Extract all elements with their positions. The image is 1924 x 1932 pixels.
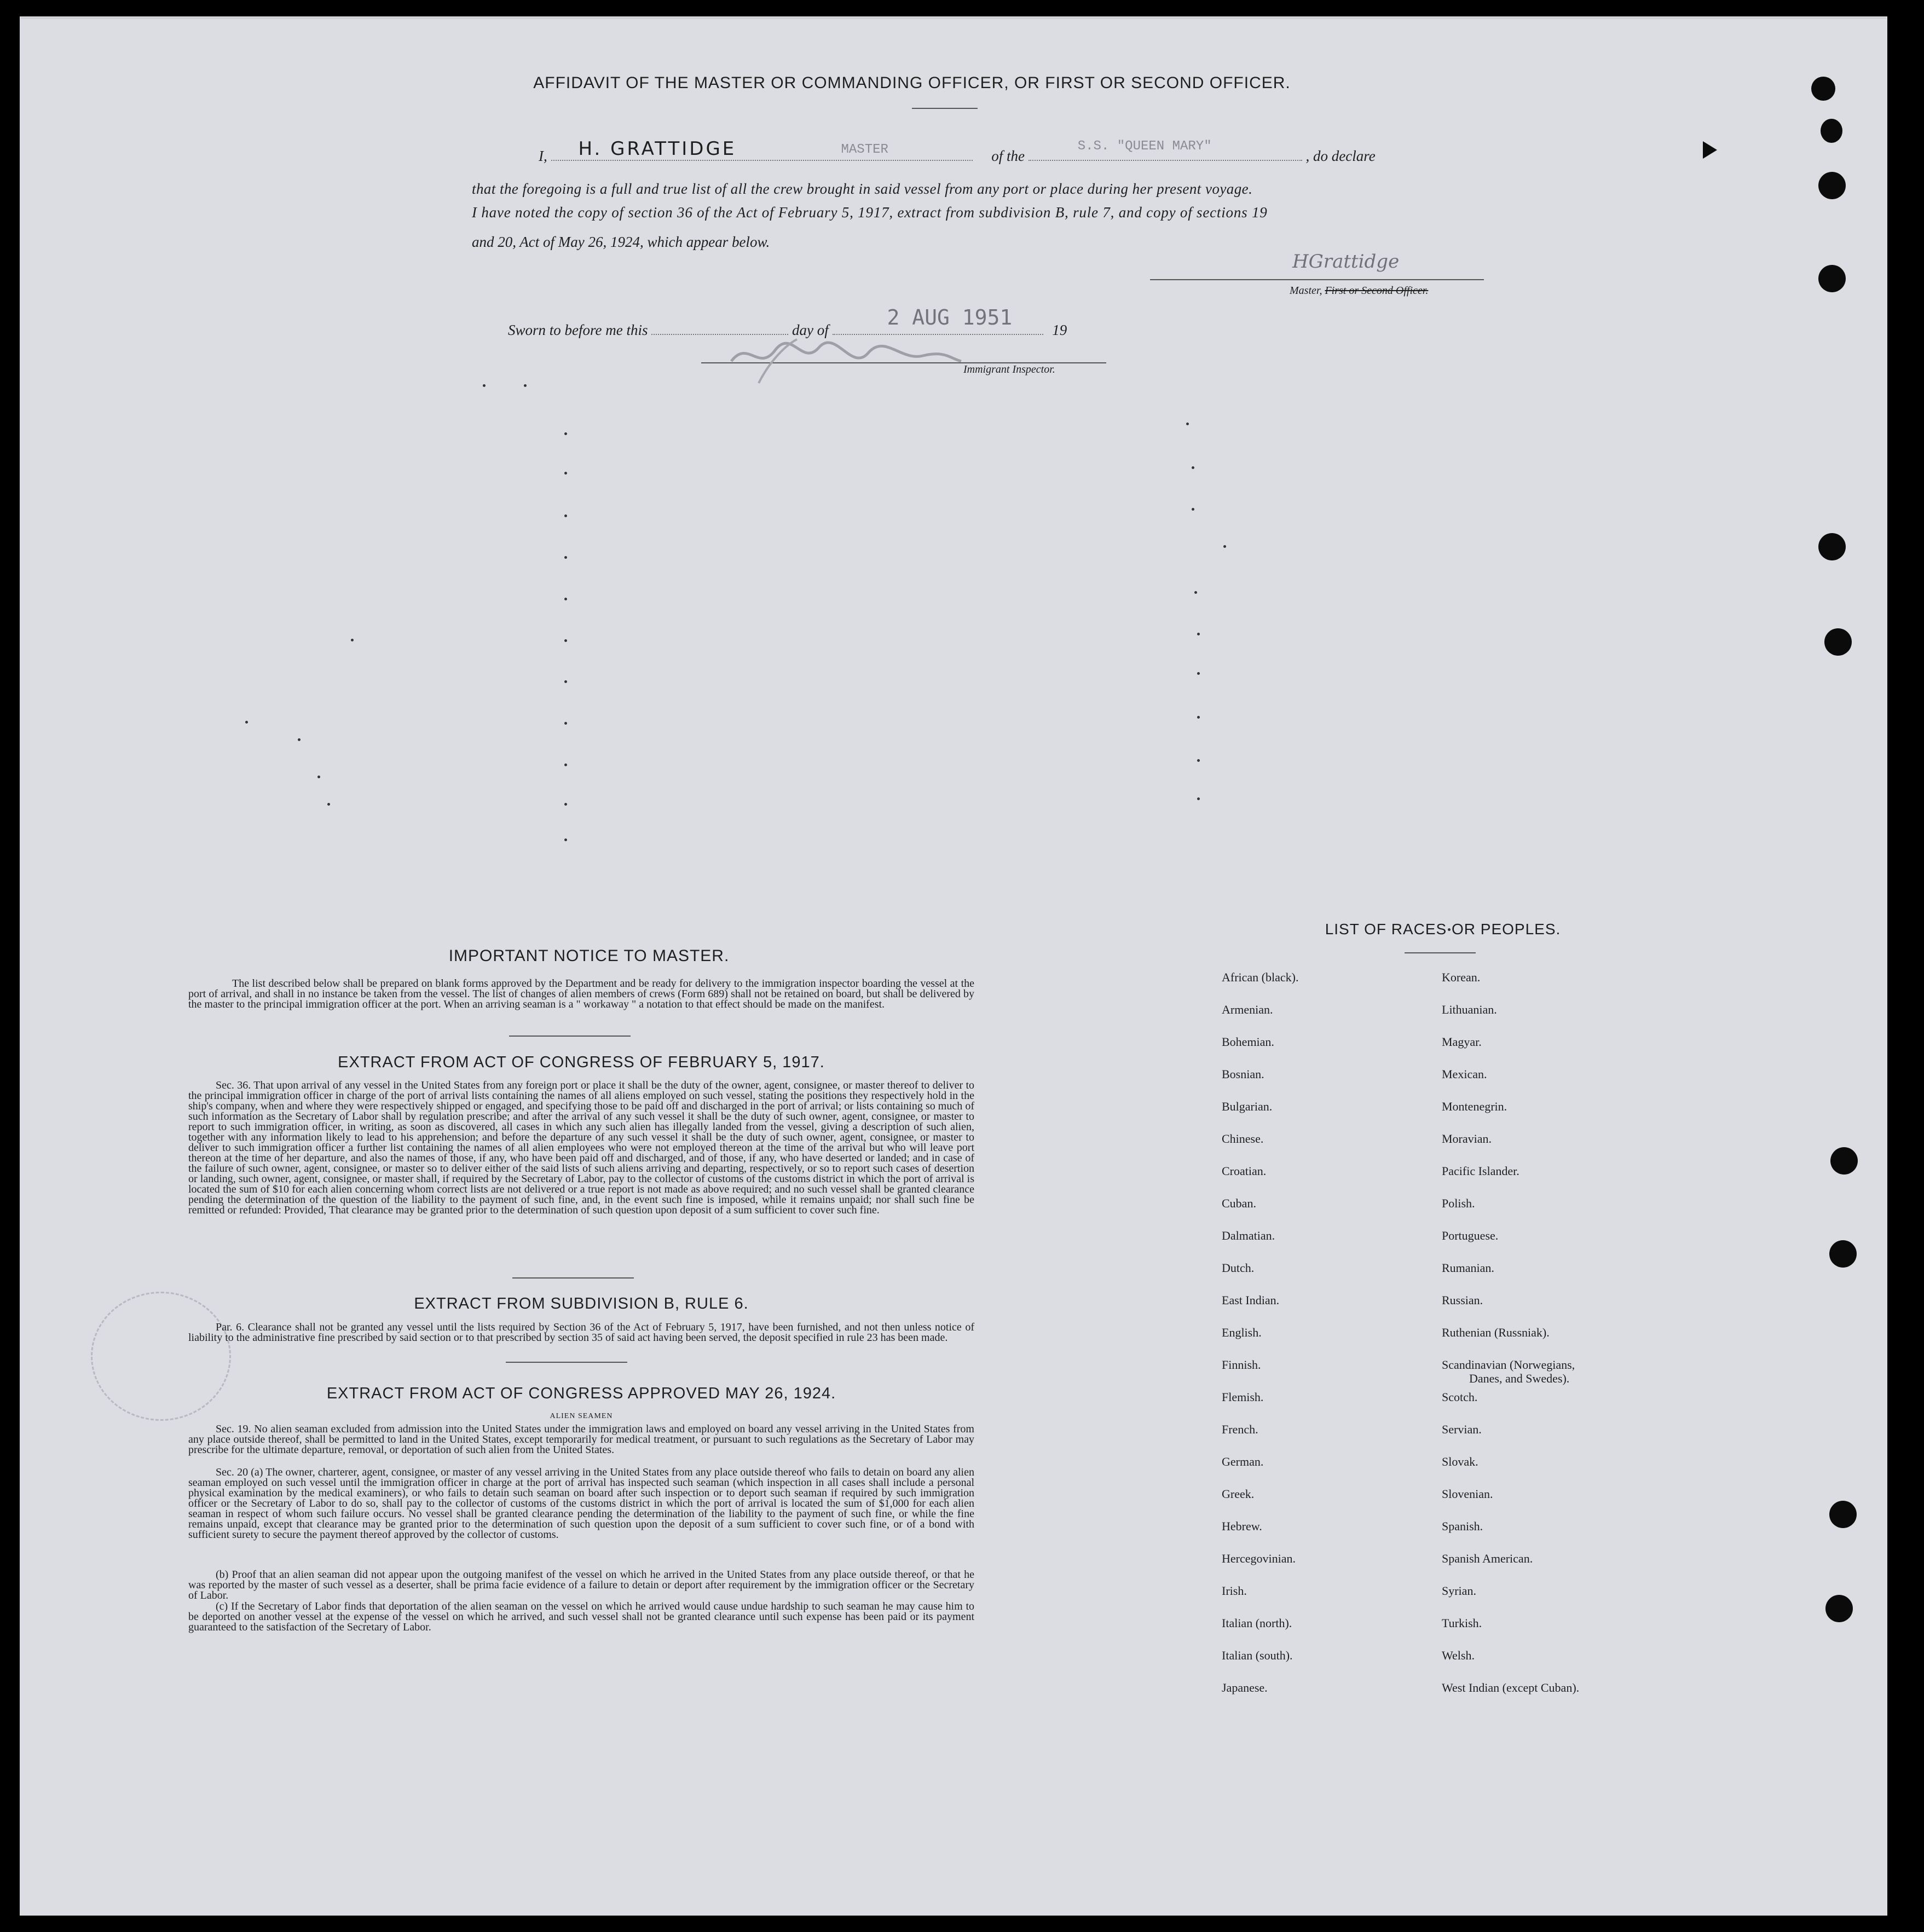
race-item: Italian (south). — [1222, 1648, 1293, 1662]
dot — [564, 556, 567, 559]
master-name-field — [551, 138, 973, 161]
day-of-label: day of — [792, 322, 829, 338]
binder-hole-icon — [1830, 1147, 1858, 1175]
race-item: Hercegovinian. — [1222, 1552, 1296, 1565]
divider — [1405, 952, 1476, 953]
race-item: Syrian. — [1442, 1584, 1476, 1598]
notice-text: The list described below shall be prepared on blank forms approved by the Department and be ready for delivery to the immigration inspector boarding the vessel at the port of arrival, and shall in no instance be taken from the vessel. The list of changes of alien members of crews (Form 689) shall not be retained on board, but shall be delivered by the master to the principal immigration officer at the port. When an arriving seaman is a " workaway " a notation to that effect should be made on the manifest. — [188, 977, 974, 1010]
binder-hole-icon — [1821, 119, 1842, 143]
race-item: Pacific Islander. — [1442, 1164, 1519, 1178]
dot — [564, 803, 567, 806]
binder-hole-icon — [1829, 1240, 1857, 1268]
dot — [564, 432, 567, 435]
race-item: Hebrew. — [1222, 1519, 1262, 1533]
race-item: Flemish. — [1222, 1390, 1264, 1404]
top-border-line — [21, 18, 1886, 19]
race-item: African (black). — [1222, 970, 1299, 984]
extract-1917-text: Sec. 36. That upon arrival of any vessel in the United States from any foreign port or place it shall be the duty of the owner, agent, consignee, or master thereof to deliver to the principal immigration officer in charge of the port of arrival lists containing the names of all aliens employed on such vessel, stating the positions they respectively hold in the ship's company, when and where they were respectively shipped or engaged, and specifying those to be paid off and discharged in the port of arrival; or lists containing so much of such information as the Secretary of Labor shall by regulation prescribe; and after the arrival of any such vessel it shall be the duty of such owner, agent, consignee, or master to report to such immigration officer, in writing, as soon as discovered, all cases in which any such alien has illegally landed from the vessel, giving a description of such alien, together with any information likely to lead to his apprehension; and before the departure of any such vessel it shall be the duty of such owner, agent, consignee, or master to deliver to such immigration officer a further list containing the names of all alien employees who were not employed thereon at the time of the arrival but who will leave port thereon at the time of her departure, and also the names of those, if any, who have been paid off and discharged, and of those, if any, who have deserted or landed; and in case of the failure of such owner, agent, consignee, or master so to deliver either of the said lists of such aliens arriving and departing, respectively, or so to report such cases of desertion or landing, such owner, agent, consignee, or master shall, if required by the Secretary of Labor, pay to the collector of customs of the customs district in which the port of arrival is located the sum of $10 for each alien concerning whom correct lists are not delivered or a true report is not made as above required; and no such vessel shall be granted clearance pending the determination of the question of the liability to the payment of such fine, and, in the event such fine is imposed, while it remains unpaid; nor shall such fine be remitted or refunded: Provided, That clearance may be granted prior to the determination of such question upon deposit of a sum sufficient to cover such fine. — [188, 1079, 974, 1216]
race-item: Russian. — [1442, 1293, 1483, 1307]
races-col-2 — [1442, 970, 1705, 1704]
affidavit-line-2: that the foregoing is a full and true list of all the crew brought in said vessel from any port or place during her present voyage. — [472, 181, 1253, 197]
race-item: West Indian (except Cuban). — [1442, 1681, 1580, 1694]
race-item: Portuguese. — [1442, 1229, 1499, 1242]
race-item: Danes, and Swedes). — [1469, 1372, 1570, 1385]
dot — [245, 721, 248, 724]
race-item: Montenegrin. — [1442, 1100, 1507, 1113]
dot — [483, 384, 486, 387]
race-item: English. — [1222, 1326, 1262, 1339]
vessel-name: S.S. "QUEEN MARY" — [1077, 139, 1212, 154]
master-signature-line — [1150, 251, 1484, 280]
dot — [327, 803, 330, 806]
race-item: Rumanian. — [1442, 1261, 1494, 1275]
race-item: German. — [1222, 1455, 1264, 1468]
master-signature: HGrattidge — [1292, 251, 1400, 273]
dot — [1197, 633, 1200, 635]
dot — [564, 838, 567, 841]
divider — [512, 1277, 634, 1279]
race-item: Korean. — [1442, 970, 1481, 984]
dot — [1194, 591, 1197, 594]
race-item: Japanese. — [1222, 1681, 1268, 1694]
race-item: Scotch. — [1442, 1390, 1478, 1404]
divider — [509, 1036, 631, 1037]
binder-hole-icon — [1829, 1501, 1857, 1528]
race-item: Dalmatian. — [1222, 1229, 1275, 1242]
dot — [524, 384, 527, 387]
race-item: Lithuanian. — [1442, 1003, 1497, 1016]
race-item: Spanish American. — [1442, 1552, 1533, 1565]
arrow-marker-icon — [1703, 141, 1717, 159]
master-name: H. GRATTIDGE — [578, 138, 737, 160]
dot — [1197, 716, 1200, 719]
inspector-signature-scribble — [726, 328, 967, 389]
master-caption-label: Master, — [1290, 285, 1322, 297]
race-item: Irish. — [1222, 1584, 1247, 1598]
alien-seamen-subtitle: ALIEN SEAMEN — [550, 1412, 613, 1420]
dot — [564, 722, 567, 725]
subdivision-b-text: Par. 6. Clearance shall not be granted any vessel until the lists required by Section 36 of the Act of February 5, 1917, have been furnished, and not then unless notice of liability to the administrative fine prescribed by said section or to that prescribed by section 35 of said act having been served, the deposit specified in rule 23 has been made. — [188, 1321, 974, 1344]
race-item: Servian. — [1442, 1422, 1482, 1436]
divider — [506, 1362, 627, 1363]
race-item: Mexican. — [1442, 1067, 1487, 1081]
dot — [1192, 466, 1194, 469]
master-caption-struck: First or Second Officer. — [1325, 285, 1429, 297]
dot — [1223, 545, 1226, 548]
sec20b-text: (b) Proof that an alien seaman did not appear upon the outgoing manifest of the vessel on which he arrived in the United States from any place outside thereof, or that he was reported by the master of such vessel as a deserter, shall be prima facie evidence of a failure to detain or deport after requirement by the immigration officer or the Secretary of Labor. — [188, 1569, 974, 1601]
binder-hole-icon — [1825, 1595, 1853, 1622]
sec20a-text: Sec. 20 (a) The owner, charterer, agent, consignee, or master of any vessel arriving in the United States from any place outside thereof who fails to detain on board any alien seaman employed on such vessel until the immigration officer in charge at the port of arrival has inspected such seaman (which inspection in all cases shall include a personal physical examination by the medical examiners), or who fails to detain such seaman on board after such inspection or to deport such seaman if required by such immigration officer or the Secretary of Labor to do so, shall pay to the collector of customs of the customs district in which the port of arrival is located the sum of $1,000 for each alien seaman in respect of whom such failure occurs. No vessel shall be granted clearance pending the determination of the liability to the payment of such fine, or while the fine remains unpaid, except that clearance may be granted prior to the determination of such question upon the deposit of a sum sufficient to cover such fine, or of a bond with sufficient surety to secure the payment thereof approved by the collector of customs. — [188, 1466, 974, 1541]
race-item: Moravian. — [1442, 1132, 1492, 1146]
race-item: Croatian. — [1222, 1164, 1267, 1178]
race-item: Greek. — [1222, 1487, 1255, 1501]
race-item: East Indian. — [1222, 1293, 1280, 1307]
dot — [564, 598, 567, 600]
race-item: French. — [1222, 1422, 1258, 1436]
race-item: Scandinavian (Norwegians, — [1442, 1358, 1575, 1372]
sec19-text: Sec. 19. No alien seaman excluded from admission into the United States under the immigration laws and employed on board any vessel arriving in the United States from any place outside thereof, shall be permitted to land in the United States, except temporarily for medical treatment, or pursuant to such regulations as the Secretary of Labor may prescribe for the ultimate departure, removal, or deportation of such alien from the United States. — [188, 1423, 974, 1456]
vessel-field — [1029, 139, 1302, 161]
rank: MASTER — [841, 142, 888, 157]
inspector-caption: Immigrant Inspector. — [963, 363, 1055, 375]
race-item: Bohemian. — [1222, 1035, 1274, 1049]
dot — [1186, 423, 1189, 425]
divider — [912, 108, 978, 109]
year-label: 19 — [1052, 322, 1067, 338]
label-do-declare: , do declare — [1305, 148, 1376, 164]
race-item: Italian (north). — [1222, 1616, 1292, 1630]
dot — [1197, 672, 1200, 675]
race-item: Spanish. — [1442, 1519, 1483, 1533]
race-item: Finnish. — [1222, 1358, 1261, 1372]
dot — [1197, 759, 1200, 762]
dot — [564, 763, 567, 766]
dot — [317, 776, 320, 778]
binder-hole-icon — [1818, 265, 1846, 292]
race-item: Ruthenian (Russniak). — [1442, 1326, 1550, 1339]
master-caption — [1290, 285, 1428, 297]
race-item: Dutch. — [1222, 1261, 1255, 1275]
race-item: Turkish. — [1442, 1616, 1482, 1630]
dot — [1192, 508, 1194, 511]
affidavit-line-4: and 20, Act of May 26, 1924, which appear below. — [472, 234, 770, 250]
extract-1924-title: EXTRACT FROM ACT OF CONGRESS APPROVED MAY 26, 1924. — [326, 1385, 836, 1402]
affidavit-title: AFFIDAVIT OF THE MASTER OR COMMANDING OFFICER, OR FIRST OR SECOND OFFICER. — [533, 74, 1291, 92]
race-item: Slovenian. — [1442, 1487, 1493, 1501]
label-of-the: of the — [991, 148, 1025, 164]
affidavit-line-3: I have noted the copy of section 36 of the Act of February 5, 1917, extract from subdivision B, rule 7, and copy of sections 19 — [472, 204, 1268, 221]
race-item: Cuban. — [1222, 1196, 1256, 1210]
affidavit-line-1 — [539, 138, 1376, 165]
races-title: LIST OF RACES OR PEOPLES. — [1325, 921, 1561, 938]
race-item: Armenian. — [1222, 1003, 1273, 1016]
race-item: Polish. — [1442, 1196, 1475, 1210]
date-stamp: 2 AUG 1951 — [887, 305, 1013, 329]
sec20c-text: (c) If the Secretary of Labor finds that deportation of the alien seaman on the vessel on which he arrived would cause undue hardship to such seaman he may cause him to be deported on another vessel at the expense of the vessel on which he arrived, and such vessel shall not be granted clearance until such expense has been paid or its payment guaranteed to the satisfaction of the Secretary of Labor. — [188, 1600, 974, 1633]
races-col-1 — [1222, 970, 1419, 1704]
binder-hole-icon — [1811, 77, 1835, 101]
race-item: Bulgarian. — [1222, 1100, 1273, 1113]
subdivision-b-title: EXTRACT FROM SUBDIVISION B, RULE 6. — [414, 1295, 749, 1312]
dot — [298, 738, 301, 741]
race-item: Slovak. — [1442, 1455, 1478, 1468]
dot — [564, 680, 567, 683]
binder-hole-icon — [1818, 172, 1846, 199]
dot — [564, 472, 567, 475]
dot — [1197, 797, 1200, 800]
binder-hole-icon — [1818, 533, 1846, 560]
dot — [564, 639, 567, 642]
label-i: I, — [539, 148, 547, 164]
binder-hole-icon — [1824, 628, 1852, 656]
sworn-label: Sworn to before me this — [508, 322, 648, 338]
dot — [351, 639, 354, 641]
dot — [564, 514, 567, 517]
race-item: Bosnian. — [1222, 1067, 1264, 1081]
extract-1917-title: EXTRACT FROM ACT OF CONGRESS OF FEBRUARY 5, 1917. — [338, 1054, 825, 1071]
race-item: Magyar. — [1442, 1035, 1482, 1049]
notice-title: IMPORTANT NOTICE TO MASTER. — [448, 947, 730, 965]
race-item: Chinese. — [1222, 1132, 1264, 1146]
document-page — [20, 16, 1887, 1916]
race-item: Welsh. — [1442, 1648, 1475, 1662]
